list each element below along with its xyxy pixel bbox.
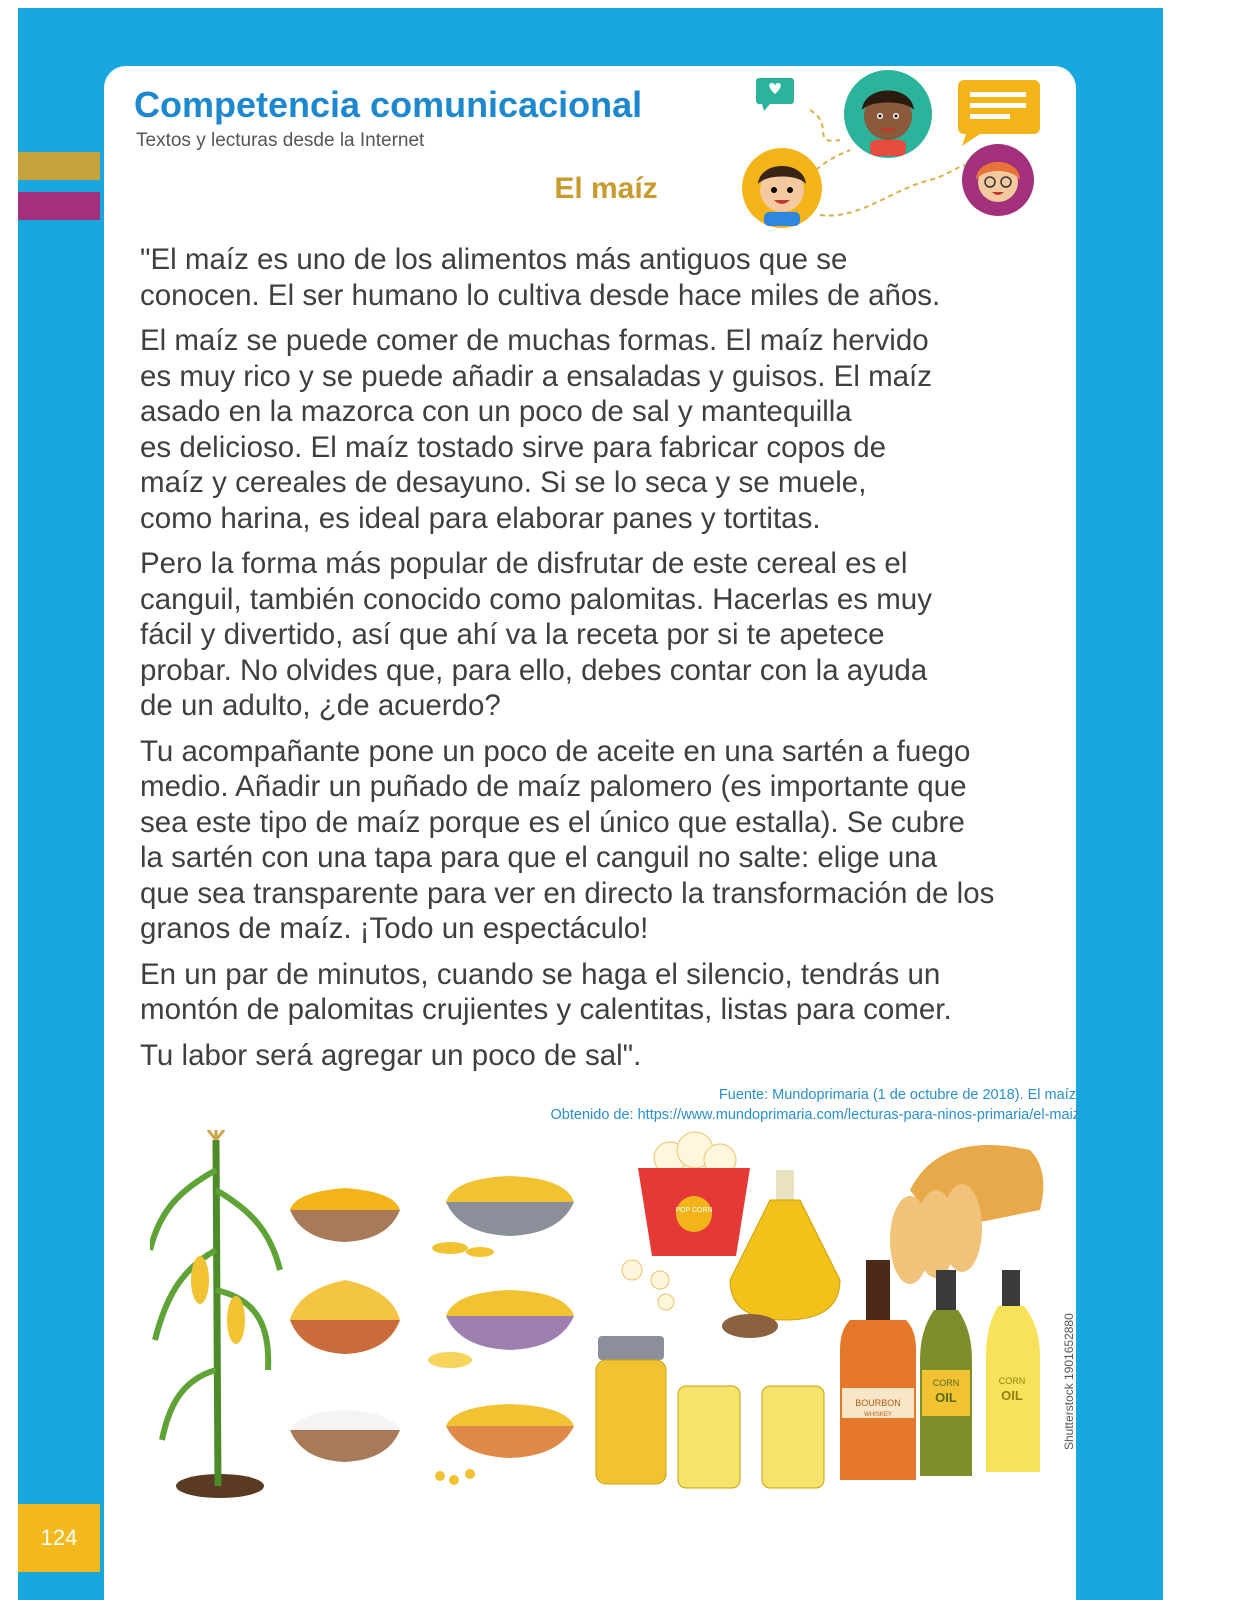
- oil-label-line1: CORN: [932, 1378, 960, 1388]
- message-bubble-icon: [958, 80, 1040, 146]
- oil-label-line1: CORN: [998, 1376, 1026, 1386]
- popcorn-label: POP CORN: [675, 1207, 713, 1214]
- section-band-purple: [18, 192, 100, 220]
- corn-flour-bowl-icon: [290, 1280, 400, 1354]
- section-subtitle: Textos y lecturas desde la Internet: [136, 130, 425, 151]
- corn-oil-bottle-icon: [920, 1270, 972, 1476]
- paragraph: Tu acompañante pone un poco de aceite en una sartén a fuego medio. Añadir un puñado de maíz palomero (es importante que sea este tipo de maíz porque es el único que estalla). Se cubre la sartén con una tapa para que el canguil no salte: elige una que sea transparente para ver en directo la transformación de los granos de maíz. ¡Todo un espectáculo!: [140, 734, 995, 945]
- boy-avatar-icon-2: [742, 148, 822, 228]
- section-title: Competencia comunicacional: [134, 84, 643, 125]
- boy-avatar-icon: [844, 70, 932, 158]
- corn-oil-bottle-icon-2: [986, 1270, 1040, 1472]
- corn-puffs-bowl-icon: [428, 1290, 574, 1368]
- cornmeal-bowl-icon: [290, 1188, 400, 1242]
- source-citation: [380, 1085, 1080, 1125]
- corn-products-illustration: [150, 1130, 1070, 1500]
- corn-plant-icon: [150, 1130, 280, 1498]
- paragraph: El maíz se puede comer de muchas formas. El maíz hervido es muy rico y se puede añadir a ensaladas y guisos. El maíz asado en la mazorca con un poco de sal y mantequilla es delicioso. El maíz tostado sirve para fabricar copos de maíz y cereales de desayuno. Si se lo seca y se muele, como harina, es ideal para elaborar panes y tortitas.: [140, 324, 932, 535]
- bourbon-sub-label: WHISKEY: [864, 1412, 892, 1418]
- image-credit: Shutterstock 1901652880: [1062, 1313, 1076, 1450]
- source-url: Obtenido de: https://www.mundoprimaria.com/lecturas-para-ninos-primaria/el-maiz: [550, 1107, 1080, 1123]
- corn-can-icon: [678, 1386, 824, 1488]
- bread-loaf-icon: [890, 1145, 1043, 1284]
- cornstarch-bowl-icon: [290, 1410, 400, 1462]
- kids-chat-illustration: [740, 70, 1070, 230]
- article-title: El maíz: [554, 172, 658, 205]
- corn-flakes-bowl-icon: [432, 1176, 574, 1257]
- bourbon-bottle-icon: [840, 1260, 916, 1480]
- article-body: [140, 242, 1060, 1083]
- paragraph: Tu labor será agregar un poco de sal".: [140, 1038, 642, 1072]
- section-band-gold: [18, 152, 100, 180]
- paragraph: Pero la forma más popular de disfrutar de este cereal es el canguil, también conocido como palomitas. Hacerlas es muy fácil y divertido, así que ahí va la receta por si te apetece probar. No olvides que, para ello, debes contar con la ayuda de un adulto, ¿de acuerdo?: [140, 547, 932, 722]
- corn-kernels-bowl-icon: [435, 1404, 574, 1485]
- oil-label-line2: OIL: [935, 1390, 957, 1405]
- bourbon-label: BOURBON: [855, 1398, 901, 1408]
- oil-label-line2: OIL: [1001, 1388, 1023, 1403]
- girl-avatar-icon: [962, 144, 1034, 216]
- source-line: Fuente: Mundoprimaria (1 de octubre de 2018). El maíz.: [718, 1087, 1080, 1103]
- corn-jar-icon: [596, 1336, 666, 1484]
- paragraph: En un par de minutos, cuando se haga el silencio, tendrás un montón de palomitas crujientes y calentitas, listas para comer.: [140, 957, 952, 1026]
- page-number: 124: [40, 1525, 78, 1550]
- heart-chat-icon: [756, 78, 794, 111]
- paragraph: "El maíz es uno de los alimentos más antiguos que se conocen. El ser humano lo cultiva desde hace miles de años.: [140, 243, 941, 312]
